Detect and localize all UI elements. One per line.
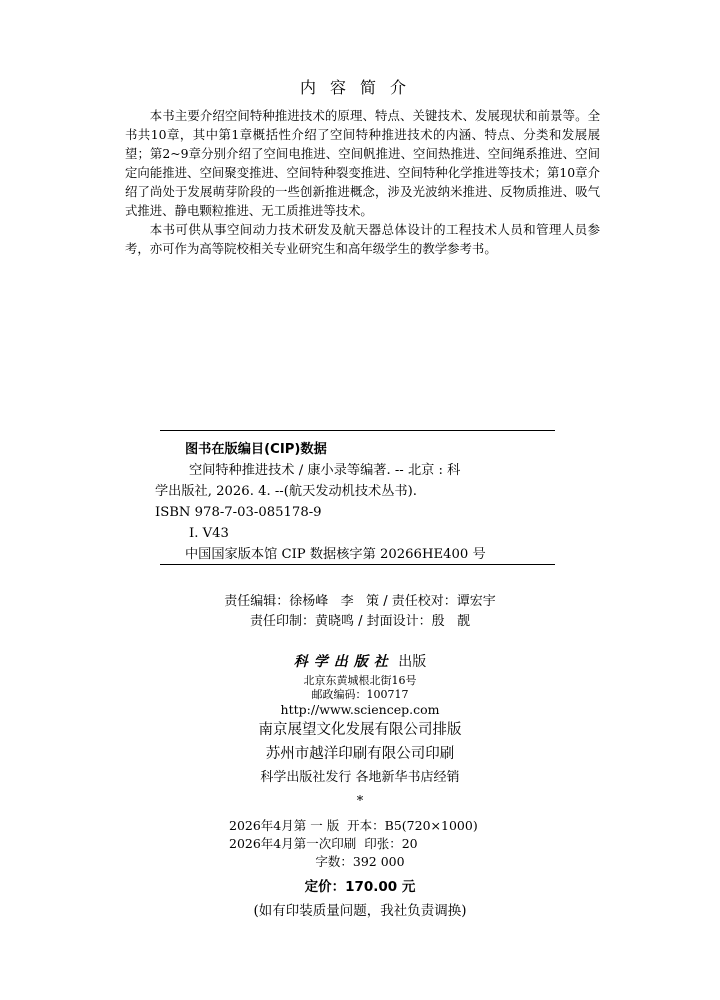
printing-line: 2026年4月第一次印刷 印张：20: [229, 836, 418, 851]
quality-notice: (如有印装质量问题，我社负责调换): [253, 903, 467, 919]
edition-line: 2026年4月第 一 版 开本：B5(720×1000): [229, 818, 478, 833]
cip-heading: 图书在版编目(CIP)数据: [185, 442, 327, 457]
separator-asterisk: *: [356, 794, 364, 809]
word-count: 字数：392 000: [315, 854, 405, 869]
summary-title: 内容简介: [299, 78, 420, 97]
cip-isbn: ISBN 978-7-03-085178-9: [155, 505, 322, 520]
publisher-website: http://www.sciencep.com: [280, 702, 440, 717]
distribution: 科学出版社发行 各地新华书店经销: [260, 770, 460, 785]
cip-line: 空间特种推进技术 / 康小录等编著. -- 北京 : 科: [189, 463, 461, 478]
publisher-logo: 科学出版社: [293, 654, 394, 670]
cip-bottom-rule: [160, 564, 555, 565]
summary-paragraph: 本书主要介绍空间特种推进技术的原理、特点、关键技术、发展现状和前景等。全书共10章，其中第1章概括性介绍了空间特种推进技术的内涵、特点、分类和发展展望；第2~9章分别介绍了空间电推进、空间帆推进、空间热推进、空间绳系推进、空间定向能推进、空间聚变推进、空间特种裂变推进、空间特种化学推进等技术；第10章介绍了尚处于发展萌芽阶段的一些创新推进概念，涉及光波纳米推进、反物质推进、吸气式推进、静电颗粒推进、无工质推进等技术。: [125, 108, 600, 218]
cip-classification: Ⅰ. V43: [189, 526, 229, 541]
credits: [0, 592, 720, 632]
publisher-line: [0, 651, 720, 671]
cip-block: [155, 439, 555, 565]
cip-top-rule: [160, 430, 555, 431]
summary-paragraph: 本书可供从事空间动力技术研发及航天器总体设计的工程技术人员和管理人员参考，亦可作为高等院校相关专业研究生和高年级学生的教学参考书。: [125, 222, 600, 256]
credits-editors: 责任编辑：徐杨峰 李 策 / 责任校对：谭宏宇: [224, 594, 496, 609]
credits-production: 责任印制：黄晓鸣 / 封面设计：殷 靓: [249, 614, 471, 629]
price: 定价：170.00 元: [304, 879, 416, 895]
publisher-address: 北京东黄城根北街16号: [303, 674, 417, 687]
typesetter: 南京展望文化发展有限公司排版: [258, 722, 462, 738]
cip-record-number: 中国国家版本馆 CIP 数据核字第 20266HE400 号: [185, 547, 486, 562]
cip-line: 学出版社, 2026. 4. --(航天发动机技术丛书).: [155, 484, 417, 499]
publisher-postcode: 邮政编码：100717: [311, 688, 409, 701]
printer: 苏州市越洋印刷有限公司印刷: [265, 746, 455, 762]
summary-body: [125, 106, 600, 258]
publisher-suffix: 出版: [398, 654, 427, 670]
